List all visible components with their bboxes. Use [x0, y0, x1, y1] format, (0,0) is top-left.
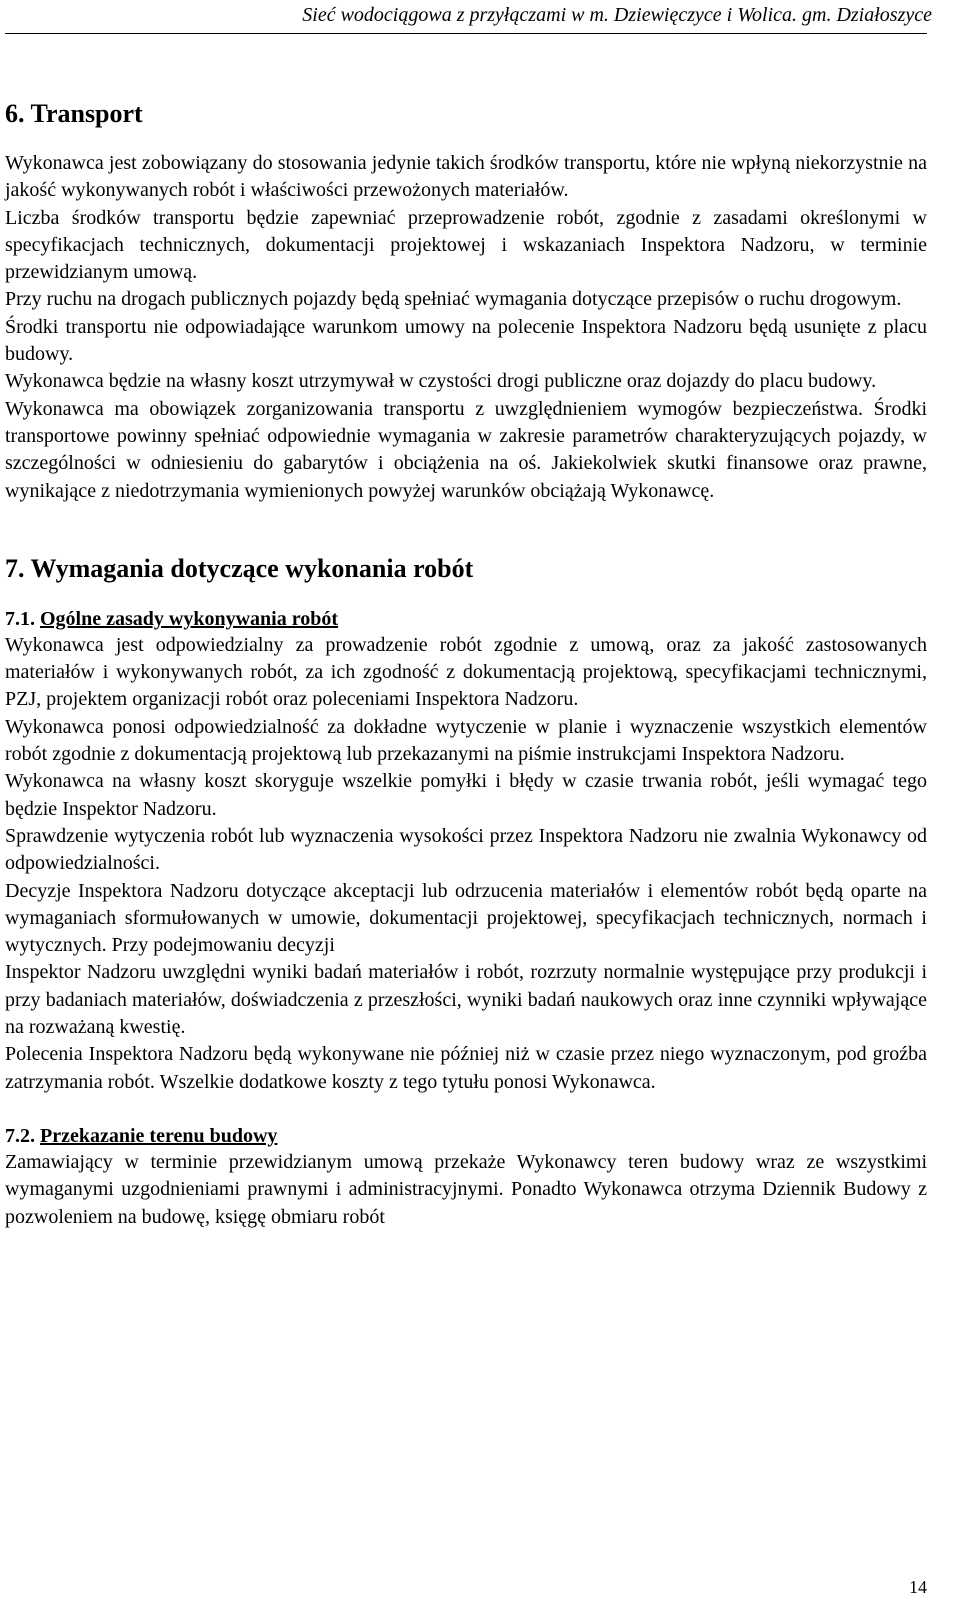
paragraph: Wykonawca na własny koszt skoryguje wszelkie pomyłki i błędy w czasie trwania robót, jeśli wymagać tego będzie Inspektor Nadzoru.: [5, 770, 927, 820]
paragraph: Wykonawca będzie na własny koszt utrzymywał w czystości drogi publiczne oraz dojazdy do placu budowy.: [5, 370, 877, 393]
paragraph: Wykonawca jest odpowiedzialny za prowadzenie robót zgodnie z umową, oraz za jakość zastosowanych materiałów i wykonywanych robót, za ich zgodność z dokumentacją projektową, specyfikacjami technicznymi, PZJ, projektem organizacji robót oraz poleceniami Inspektora Nadzoru.: [5, 633, 927, 711]
subsection-7-1-body: [5, 632, 927, 1096]
paragraph: Sprawdzenie wytyczenia robót lub wyznaczenia wysokości przez Inspektora Nadzoru nie zwalnia Wykonawcy od odpowiedzialności.: [5, 824, 927, 875]
subsection-7-2-body: [5, 1149, 927, 1231]
subsection-title: Ogólne zasady wykonywania robót: [40, 607, 339, 630]
paragraph: Zamawiający w terminie przewidzianym umową przekaże Wykonawcy teren budowy wraz ze wszystkimi wymaganymi uzgodnieniami prawnymi i administracyjnymi. Ponadto Wykonawca otrzyma Dziennik Budowy z pozwoleniem na budowę, księgę obmiaru robót: [5, 1150, 927, 1228]
section-6-heading: 6. Transport: [5, 99, 143, 128]
paragraph: Przy ruchu na drogach publicznych pojazdy będą spełniać wymagania dotyczące przepisów o ruchu drogowym.: [5, 288, 902, 311]
paragraph: Wykonawca ponosi odpowiedzialność za dokładne wytyczenie w planie i wyznaczenie wszystkich elementów robót zgodnie z dokumentacją projektową lub przekazanymi na piśmie instrukcjami Inspektora Nadzoru.: [5, 715, 927, 766]
subsection-title: Przekazanie terenu budowy: [40, 1124, 278, 1147]
page-number: 14: [909, 1577, 927, 1597]
subsection-number: 7.1.: [5, 607, 35, 630]
document-body: [5, 97, 927, 1231]
paragraph: Inspektor Nadzoru uwzględni wyniki badań materiałów i robót, rozrzuty normalnie występujące przy produkcji i przy badaniach materiałów, doświadczenia z przeszłości, wyniki badań naukowych oraz inne czynniki wpływające na rozważaną kwestię.: [5, 961, 927, 1039]
paragraph: Środki transportu nie odpowiadające warunkom umowy na polecenie Inspektora Nadzoru będą usunięte z placu budowy.: [5, 315, 927, 366]
header-rule: [5, 33, 927, 34]
running-header: Sieć wodociągowa z przyłączami w m. Dziewięczyce i Wolica. gm. Działoszyce: [302, 4, 932, 26]
paragraph: Polecenia Inspektora Nadzoru będą wykonywane nie później niż w czasie przez niego wyznaczonym, pod groźba zatrzymania robót. Wszelkie dodatkowe koszty z tego tytułu ponosi Wykonawca.: [5, 1043, 927, 1093]
paragraph: Wykonawca jest zobowiązany do stosowania jedynie takich środków transportu, które nie wpłyną niekorzystnie na jakość wykonywanych robót i właściwości przewożonych materiałów.: [5, 152, 927, 202]
subsection-7-2-heading: [5, 1123, 927, 1149]
paragraph: Wykonawca ma obowiązek zorganizowania transportu z uwzględnieniem wymogów bezpieczeństwa. Środki transportowe powinny spełniać odpowiednie wymagania w zakresie parametrów charakteryzujących pojazdy, w szczególności w odniesieniu do gabarytów i obciążenia na oś. Jakiekolwiek skutki finansowe oraz prawne, wynikające z niedotrzymania wymienionych powyżej warunków obciążają Wykonawcę.: [5, 397, 927, 502]
section-7-heading: 7. Wymagania dotyczące wykonania robót: [5, 553, 474, 583]
subsection-number: 7.2.: [5, 1124, 35, 1147]
section-6-body: [5, 150, 927, 505]
paragraph: Decyzje Inspektora Nadzoru dotyczące akceptacji lub odrzucenia materiałów i elementów robót będą oparte na wymaganiach sformułowanych w umowie, dokumentacji projektowej, specyfikacjach technicznych, normach i wytycznych. Przy podejmowaniu decyzji: [5, 879, 927, 957]
subsection-7-1-heading: [5, 606, 927, 632]
paragraph: Liczba środków transportu będzie zapewniać przeprowadzenie robót, zgodnie z zasadami określonymi w specyfikacjach technicznych, dokumentacji projektowej i wskazaniach Inspektora Nadzoru, w terminie przewidzianym umową.: [5, 206, 927, 284]
